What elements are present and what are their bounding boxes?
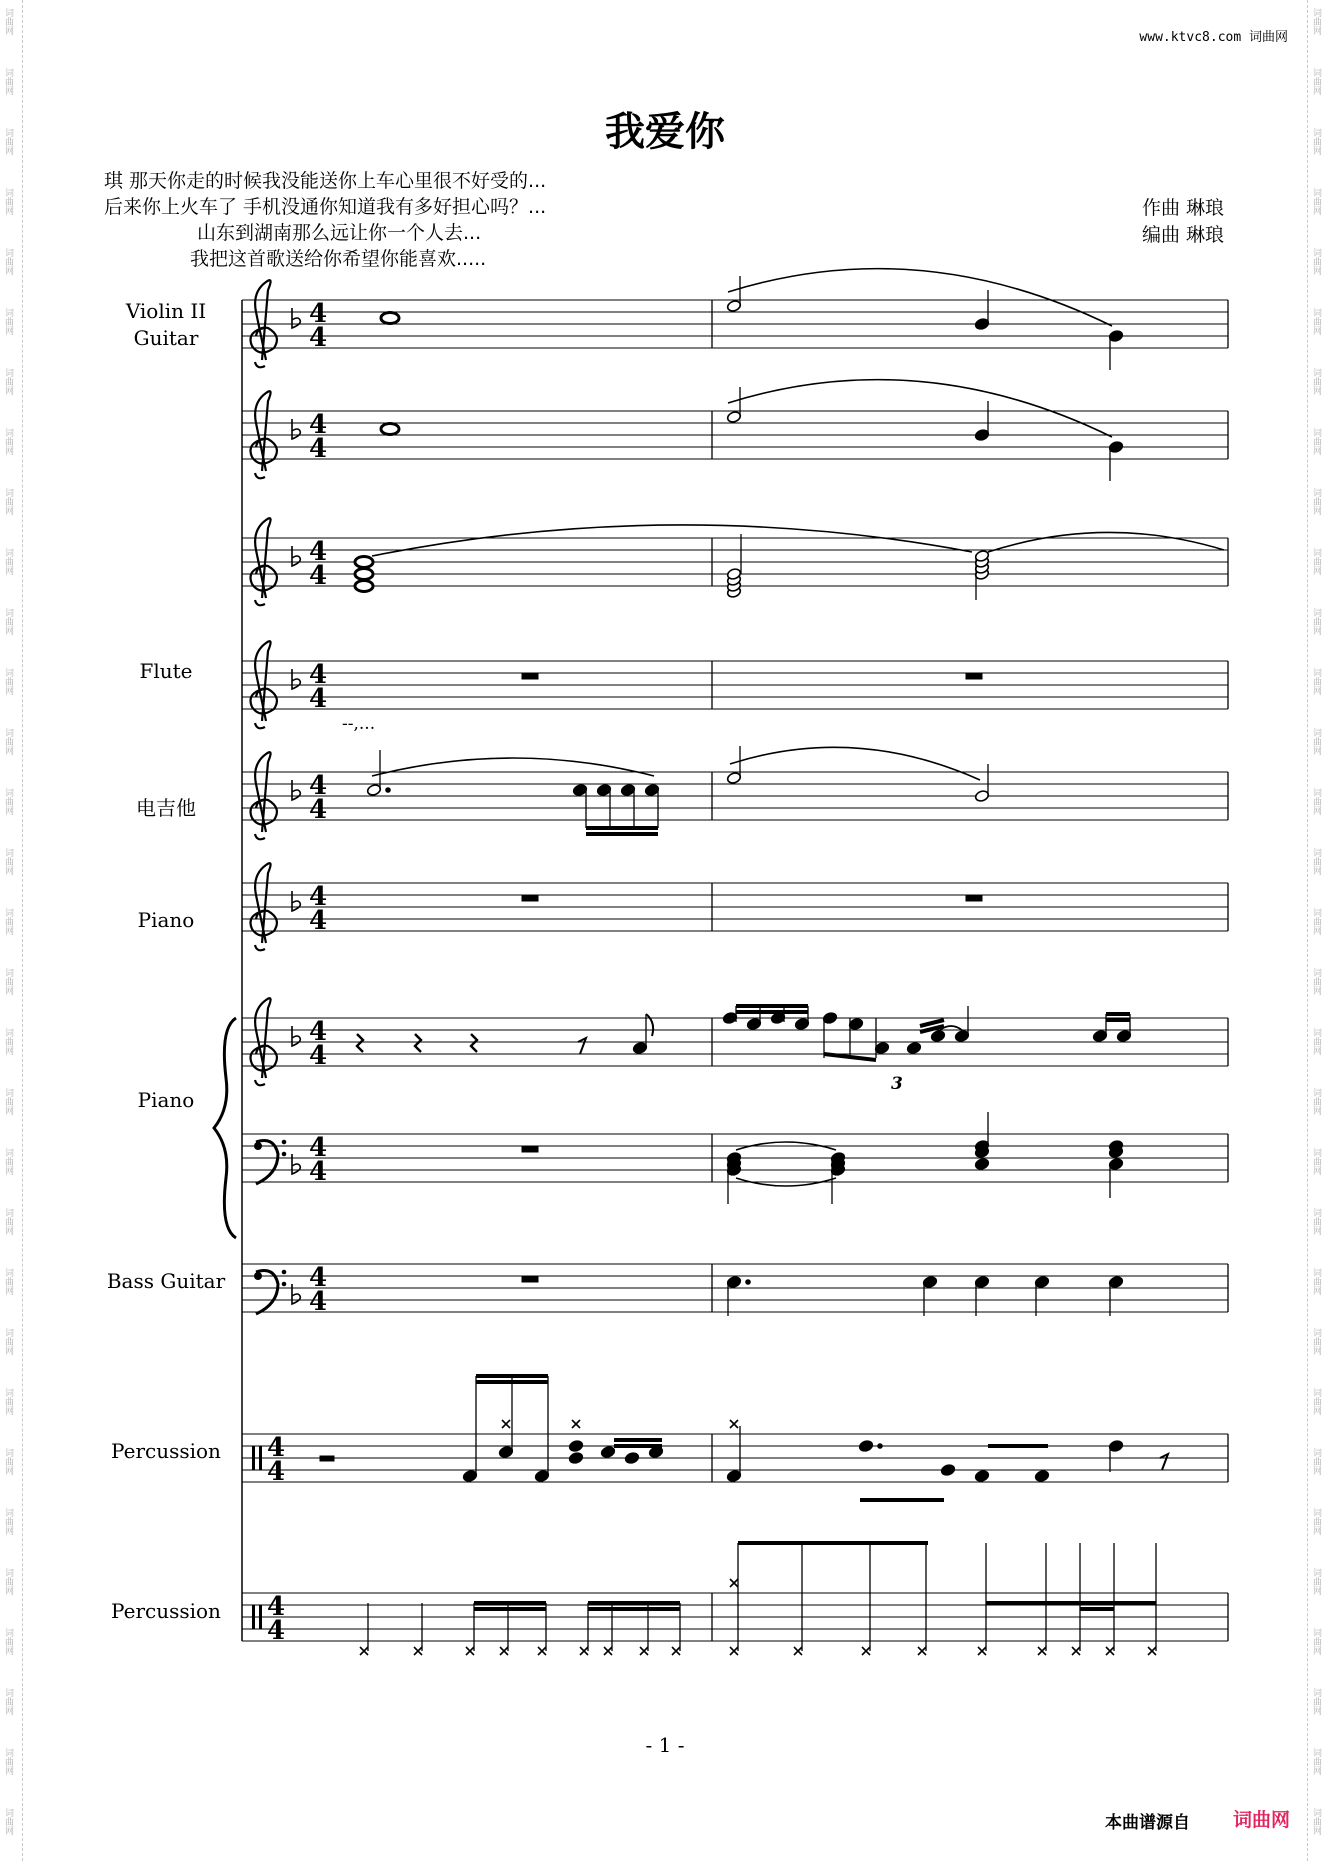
dot	[746, 1280, 751, 1285]
notehead	[974, 1469, 989, 1482]
instrument-label-violin-guitar: Violin II Guitar	[125, 299, 207, 350]
flat-sign	[292, 546, 300, 566]
slur	[730, 747, 980, 780]
arranger-credit: 编曲 琳琅	[1141, 224, 1224, 246]
watermark-glyph: 词曲网	[1311, 8, 1321, 35]
flag	[646, 1014, 653, 1036]
slur	[372, 758, 654, 776]
x-notehead	[466, 1647, 474, 1655]
watermark-glyph: 词曲网	[1311, 968, 1321, 995]
x-notehead	[604, 1647, 612, 1655]
watermark-glyph: 词曲网	[3, 1448, 13, 1475]
whole-rest	[966, 673, 982, 679]
eighth-rest	[578, 1038, 586, 1054]
watermark-glyph: 词曲网	[3, 608, 13, 635]
flat-sign	[292, 308, 300, 328]
x-notehead	[572, 1420, 580, 1428]
whole-rest	[966, 895, 982, 901]
watermark-glyph: 词曲网	[1311, 428, 1321, 455]
footer-logo: 词曲网	[1232, 1809, 1290, 1831]
x-notehead	[640, 1647, 648, 1655]
bass-clef-dot	[282, 1282, 287, 1287]
watermark-glyph: 词曲网	[1311, 1508, 1321, 1535]
bass-clef-dot	[282, 1140, 287, 1145]
bass-clef-dot	[254, 1142, 262, 1150]
instrument-label-piano-grand: Piano	[137, 1088, 195, 1112]
percussion-clef	[259, 1605, 262, 1629]
watermark-glyph: 词曲网	[1311, 308, 1321, 335]
watermark-glyph: 词曲网	[3, 1628, 13, 1655]
time-signature-bottom: 4	[308, 684, 328, 714]
header-site: www.ktvc8.com 词曲网	[1139, 30, 1288, 45]
instrument-label-percussion-2: Percussion	[111, 1599, 221, 1623]
watermark-glyph: 词曲网	[1311, 68, 1321, 95]
percussion-clef	[252, 1605, 255, 1629]
watermark-glyph: 词曲网	[1311, 668, 1321, 695]
x-notehead	[1106, 1647, 1114, 1655]
x-notehead	[360, 1647, 368, 1655]
watermark-glyph: 词曲网	[3, 728, 13, 755]
time-signature-top: 4	[308, 1017, 328, 1047]
x-notehead	[580, 1647, 588, 1655]
watermark-glyph: 词曲网	[3, 908, 13, 935]
whole-rest	[522, 673, 538, 679]
whole-rest	[522, 895, 538, 901]
notehead	[930, 1029, 945, 1042]
time-signature-bottom: 4	[308, 1041, 328, 1071]
watermark-glyph: 词曲网	[1311, 1088, 1321, 1115]
dedication-line: 琪 那天你走的时候我没能送你上车心里很不好受的...	[104, 170, 547, 192]
notehead	[624, 1451, 639, 1464]
watermark-glyph: 词曲网	[1311, 608, 1321, 635]
time-signature-top: 4	[308, 660, 328, 690]
time-signature-bottom: 4	[266, 1616, 286, 1646]
annotation-text: --,...	[342, 714, 376, 734]
x-notehead	[538, 1647, 546, 1655]
x-notehead	[730, 1579, 738, 1587]
time-signature-bottom: 4	[308, 1157, 328, 1187]
time-signature-bottom: 4	[308, 561, 328, 591]
whole-note	[381, 313, 399, 324]
instrument-label-percussion-1: Percussion	[111, 1439, 221, 1463]
watermark-glyph: 词曲网	[3, 128, 13, 155]
flat-sign	[292, 780, 300, 800]
flat-sign	[292, 1026, 300, 1046]
x-notehead	[918, 1647, 926, 1655]
dedication-line: 山东到湖南那么远让你一个人去...	[197, 222, 482, 244]
notehead	[974, 1157, 989, 1170]
quarter-rest	[415, 1034, 421, 1052]
instrument-label-piano: Piano	[137, 908, 195, 932]
whole-note	[355, 557, 373, 568]
time-signature-top: 4	[308, 771, 328, 801]
music-notes	[320, 269, 1224, 1655]
x-notehead	[1072, 1647, 1080, 1655]
time-signature-bottom: 4	[308, 1287, 328, 1317]
watermark-glyph: 词曲网	[1311, 1208, 1321, 1235]
watermark-glyph: 词曲网	[1311, 548, 1321, 575]
watermark-glyph: 词曲网	[3, 308, 13, 335]
flat-sign	[292, 891, 300, 911]
notehead	[906, 1041, 921, 1054]
watermark-glyph: 词曲网	[1311, 728, 1321, 755]
x-notehead	[862, 1647, 870, 1655]
time-signature-bottom: 4	[266, 1457, 286, 1487]
watermark-glyph: 词曲网	[3, 248, 13, 275]
watermark-glyph: 词曲网	[1311, 1148, 1321, 1175]
composer-credit: 作曲 琳琅	[1141, 197, 1224, 219]
x-notehead	[730, 1647, 738, 1655]
bass-clef-dot	[282, 1270, 287, 1275]
watermark-glyph: 词曲网	[1311, 1448, 1321, 1475]
dot	[878, 1444, 883, 1449]
watermark-glyph: 词曲网	[3, 1388, 13, 1415]
staves	[214, 280, 1228, 1646]
instrument-label-flute: Flute	[139, 659, 193, 683]
time-signature-bottom: 4	[308, 434, 328, 464]
watermark-glyph: 词曲网	[3, 968, 13, 995]
time-signature-top: 4	[308, 299, 328, 329]
watermark-glyph: 词曲网	[1311, 1748, 1321, 1775]
x-notehead	[978, 1647, 986, 1655]
watermark-glyph: 词曲网	[1311, 1628, 1321, 1655]
x-notehead	[500, 1647, 508, 1655]
percussion-clef	[252, 1446, 255, 1470]
x-notehead	[414, 1647, 422, 1655]
x-notehead	[1148, 1647, 1156, 1655]
quarter-rest	[471, 1034, 477, 1052]
slur	[372, 525, 972, 556]
flat-sign	[292, 419, 300, 439]
time-signature-bottom: 4	[308, 906, 328, 936]
x-notehead	[1038, 1647, 1046, 1655]
watermark-glyph: 词曲网	[1311, 1268, 1321, 1295]
watermark-glyph: 词曲网	[1311, 1688, 1321, 1715]
watermark-glyph: 词曲网	[3, 1508, 13, 1535]
notehead	[940, 1463, 955, 1476]
x-notehead	[730, 1420, 738, 1428]
flat-sign	[292, 1154, 300, 1174]
bass-clef-dot	[254, 1272, 262, 1280]
watermark-glyph: 词曲网	[3, 488, 13, 515]
time-signature-top: 4	[266, 1592, 286, 1622]
grand-staff-brace	[214, 1018, 236, 1238]
slur	[728, 380, 1112, 437]
slur	[728, 269, 1112, 326]
quarter-rest	[357, 1034, 363, 1052]
watermark-glyph: 词曲网	[3, 8, 13, 35]
watermark-glyph: 词曲网	[3, 1088, 13, 1115]
watermark-glyph: 词曲网	[3, 1568, 13, 1595]
watermark-glyph: 词曲网	[1311, 1388, 1321, 1415]
notehead	[858, 1439, 873, 1452]
time-signature-bottom: 4	[308, 795, 328, 825]
notehead	[568, 1451, 583, 1464]
time-signature-bottom: 4	[308, 323, 328, 353]
triplet-mark: 3	[891, 1074, 903, 1094]
notehead	[600, 1445, 615, 1458]
bass-clef-dot	[282, 1152, 287, 1157]
time-signature-top: 4	[308, 1133, 328, 1163]
watermark-glyph: 词曲网	[3, 428, 13, 455]
slur	[988, 532, 1224, 552]
x-notehead	[502, 1420, 510, 1428]
page-number: - 1 -	[645, 1733, 685, 1757]
watermark-glyph: 词曲网	[3, 1328, 13, 1355]
watermark-glyph: 词曲网	[3, 368, 13, 395]
flat-sign	[292, 669, 300, 689]
whole-rest	[522, 1276, 538, 1282]
watermark-glyph: 词曲网	[1311, 788, 1321, 815]
watermark-glyph: 词曲网	[3, 1148, 13, 1175]
watermark-glyph: 词曲网	[1311, 128, 1321, 155]
whole-note	[355, 581, 373, 592]
watermark-glyph: 词曲网	[1311, 1028, 1321, 1055]
whole-note	[381, 424, 399, 435]
watermark-glyph: 词曲网	[3, 1208, 13, 1235]
time-signature-top: 4	[266, 1433, 286, 1463]
dot	[386, 788, 391, 793]
watermark-glyph: 词曲网	[1311, 1808, 1321, 1835]
watermark-glyph: 词曲网	[3, 1268, 13, 1295]
eighth-rest	[1160, 1454, 1168, 1470]
watermark-glyph: 词曲网	[3, 848, 13, 875]
half-rest	[320, 1456, 334, 1461]
watermark-glyph: 词曲网	[3, 68, 13, 95]
watermark-glyph: 词曲网	[1311, 908, 1321, 935]
watermark-glyph: 词曲网	[3, 1808, 13, 1835]
percussion-clef	[259, 1446, 262, 1470]
notehead	[1034, 1469, 1049, 1482]
instrument-label-electric-guitar: 电吉他	[136, 796, 196, 820]
watermark-glyph: 词曲网	[1311, 488, 1321, 515]
watermark-glyph: 词曲网	[3, 188, 13, 215]
time-signature-top: 4	[308, 537, 328, 567]
watermark-glyph: 词曲网	[1311, 368, 1321, 395]
watermark-glyph: 词曲网	[3, 1748, 13, 1775]
watermark-glyph: 词曲网	[1311, 1328, 1321, 1355]
watermark-glyph: 词曲网	[3, 668, 13, 695]
time-signature-top: 4	[308, 1263, 328, 1293]
score-title: 我爱你	[605, 109, 725, 155]
watermark-glyph: 词曲网	[1311, 188, 1321, 215]
watermark-glyph: 词曲网	[3, 788, 13, 815]
x-notehead	[672, 1647, 680, 1655]
watermark-glyph: 词曲网	[3, 1688, 13, 1715]
dedication-line: 我把这首歌送给你希望你能喜欢.....	[190, 248, 487, 270]
flat-sign	[292, 1284, 300, 1304]
footer-source: 本曲谱源自	[1105, 1813, 1190, 1833]
notehead	[568, 1439, 583, 1452]
dedication-line: 后来你上火车了 手机没通你知道我有多好担心吗？...	[104, 196, 547, 218]
watermark-glyph: 词曲网	[1311, 848, 1321, 875]
instrument-label-bass-guitar: Bass Guitar	[106, 1269, 226, 1293]
time-signature-top: 4	[308, 410, 328, 440]
watermark-glyph: 词曲网	[1311, 248, 1321, 275]
x-notehead	[794, 1647, 802, 1655]
whole-rest	[522, 1146, 538, 1152]
watermark-glyph: 词曲网	[3, 548, 13, 575]
time-signature-top: 4	[308, 882, 328, 912]
whole-note	[355, 569, 373, 580]
watermark-glyph: 词曲网	[1311, 1568, 1321, 1595]
watermark-glyph: 词曲网	[3, 1028, 13, 1055]
